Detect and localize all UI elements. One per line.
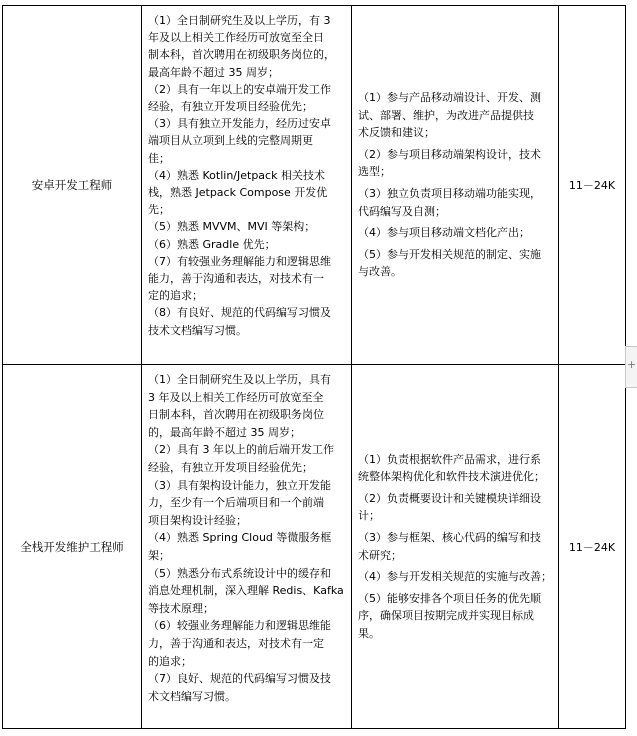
requirement-line: （4）熟悉 Spring Cloud 等微服务框 bbox=[148, 531, 332, 545]
duties-cell bbox=[352, 6, 559, 365]
duty-line: （1）负责根据软件产品需求，进行系 bbox=[358, 452, 541, 466]
requirement-line: 力，善于沟通和表达，对技术有一定 bbox=[148, 636, 324, 650]
duty-line: （2）负责概要设计和关键模块详细设计； bbox=[358, 491, 541, 523]
requirement-line: 的追求； bbox=[148, 654, 192, 668]
job-title: 安卓开发工程师 bbox=[3, 6, 142, 365]
requirement-line: （7）良好、规范的代码编写习惯及技 bbox=[148, 672, 331, 686]
requirement-line: 日制本科，首次聘用在初级职务岗位 bbox=[148, 408, 324, 422]
table-row bbox=[3, 6, 626, 365]
plus-icon[interactable]: + bbox=[627, 358, 637, 371]
duty-line: （5）参与开发相关规范的制定、实施 bbox=[358, 247, 541, 261]
requirements-list bbox=[148, 371, 347, 705]
requirements-list bbox=[148, 12, 347, 339]
duty-line: （3）参与框架、核心代码的编写和技 bbox=[358, 530, 541, 544]
requirement-line: 栈，熟悉 Jetpack Compose 开发优先； bbox=[148, 186, 328, 217]
requirement-line: （1）全日制研究生及以上学历，具有 bbox=[148, 373, 331, 386]
requirement-line: （6）较强业务理解能力和逻辑思维能 bbox=[148, 619, 331, 633]
requirement-line: 年及以上相关工作经历可放宽至全日 bbox=[148, 31, 324, 45]
duty-line: 果。 bbox=[358, 626, 380, 640]
requirement-line: 佳； bbox=[148, 151, 170, 165]
requirement-line: 等技术原理； bbox=[148, 601, 214, 615]
requirement-line: （2）具有一年以上的安卓端开发工作 bbox=[148, 82, 331, 96]
salary-range: 11－24K bbox=[559, 6, 626, 365]
requirement-line: 架； bbox=[148, 548, 170, 562]
requirement-line: （5）熟悉 MVVM、MVI 等架构； bbox=[148, 220, 316, 234]
job-title: 全栈开发维护工程师 bbox=[3, 365, 142, 729]
requirements-cell bbox=[142, 365, 352, 729]
requirement-line: 技术文档编写习惯。 bbox=[148, 323, 247, 337]
duty-line: 选型； bbox=[358, 165, 391, 179]
requirement-line: 术文档编写习惯。 bbox=[148, 689, 236, 703]
duty-line: 术反馈和建议； bbox=[358, 126, 435, 140]
requirement-line: 最高年龄不超过 35 周岁； bbox=[148, 65, 279, 79]
duty-line: （5）能够安排各个项目任务的优先顺 bbox=[358, 591, 541, 605]
duty-line: 序，确保项目按期完成并实现目标成 bbox=[358, 609, 534, 623]
job-table bbox=[2, 5, 626, 729]
duties-list bbox=[358, 451, 552, 643]
requirement-line: 定的追求； bbox=[148, 289, 203, 303]
duty-line: 试、部署、维护，为改进产品提供技 bbox=[358, 108, 534, 122]
requirement-line: 力，至少有一个后端项目和一个前端 bbox=[148, 496, 324, 510]
requirements-cell bbox=[142, 6, 352, 365]
duties-cell bbox=[352, 365, 559, 729]
duty-line: （1）参与产品移动端设计、开发、测 bbox=[358, 91, 541, 105]
duty-line: （3）独立负责项目移动端功能实现， bbox=[358, 187, 541, 200]
requirement-line: （1）全日制研究生及以上学历，有 3 bbox=[148, 14, 331, 27]
requirement-line: 消息处理机制，深入理解 Redis、Kafka bbox=[148, 584, 344, 598]
duty-line: 术研究； bbox=[358, 548, 402, 562]
requirement-line: （5）熟悉分布式系统设计中的缓存和 bbox=[148, 566, 331, 580]
requirement-line: （3）具有独立开发能力，经历过安卓 bbox=[148, 117, 331, 131]
table-row bbox=[3, 365, 626, 729]
requirement-line: 的，最高年龄不超过 35 周岁； bbox=[148, 425, 301, 439]
requirement-line: （6）熟悉 Gradle 优先； bbox=[148, 237, 276, 251]
duty-line: （4）参与项目移动端文档化产出； bbox=[358, 226, 530, 240]
requirement-line: （4）熟悉 Kotlin/Jetpack 相关技术 bbox=[148, 168, 325, 182]
duty-line: （4）参与开发相关规范的实施与改善； bbox=[358, 570, 552, 584]
requirement-line: 制本科，首次聘用在初级职务岗位的， bbox=[148, 48, 335, 62]
duty-line: 与改善。 bbox=[358, 265, 402, 279]
duties-list bbox=[358, 89, 552, 281]
requirement-line: （2）具有 3 年以上的前后端开发工作 bbox=[148, 443, 334, 457]
requirement-line: 端项目从立项到上线的完整周期更 bbox=[148, 134, 313, 148]
requirement-line: 经验，有独立开发项目经验优先； bbox=[148, 100, 313, 114]
requirement-line: 经验，有独立开发项目经验优先； bbox=[148, 460, 313, 474]
duty-line: （2）参与项目移动端架构设计，技术 bbox=[358, 147, 541, 161]
duty-line: 代码编写及自测； bbox=[358, 204, 446, 218]
requirement-line: 能力，善于沟通和表达，对技术有一 bbox=[148, 272, 324, 286]
requirement-line: （7）有较强业务理解能力和逻辑思维 bbox=[148, 254, 331, 268]
requirement-line: （8）有良好、规范的代码编写习惯及 bbox=[148, 306, 331, 320]
duty-line: 统整体架构优化和软件技术演进优化； bbox=[358, 470, 545, 484]
requirement-line: 项目架构设计经验； bbox=[148, 513, 247, 527]
requirement-line: 3 年及以上相关工作经历可放宽至全 bbox=[148, 390, 324, 404]
requirement-line: （3）具有架构设计能力，独立开发能 bbox=[148, 478, 331, 492]
salary-range: 11－24K bbox=[559, 365, 626, 729]
